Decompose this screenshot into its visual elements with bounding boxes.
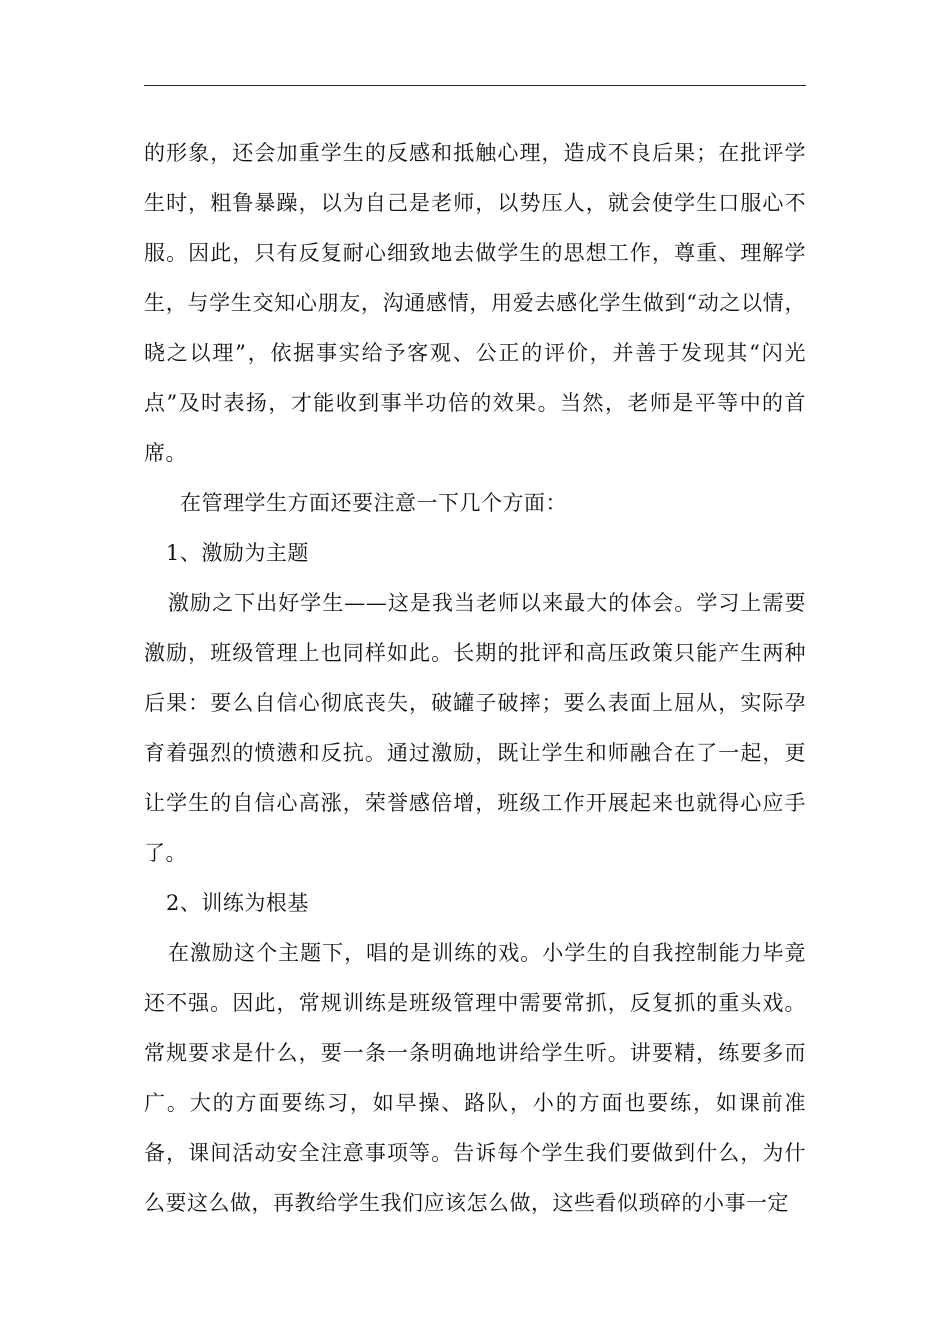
paragraph-continuation: 的形象，还会加重学生的反感和抵触心理，造成不良后果；在批评学生时，粗鲁暴躁，以为自己是老师，以势压人，就会使学生口服心不服。因此，只有反复耐心细致地去做学生的思想工作，尊重、理解学生，与学生交知心朋友，沟通感情，用爱去感化学生做到“动之以情，晓之以理”，依据事实给予客观、公正的评价，并善于发现其“闪光点”及时表扬，才能收到事半功倍的效果。当然，老师是平等中的首席。 — [144, 141, 806, 465]
section-heading-1: 1、激励为主题 — [166, 541, 309, 565]
header-rule — [144, 85, 806, 86]
section-heading-2: 2、训练为根基 — [166, 891, 309, 915]
document-body — [144, 128, 806, 1228]
paragraph-intro: 在管理学生方面还要注意一下几个方面： — [180, 491, 567, 515]
paragraph-section-2: 在激励这个主题下，唱的是训练的戏。小学生的自我控制能力毕竟还不强。因此，常规训练是班级管理中需要常抓，反复抓的重头戏。常规要求是什么，要一条一条明确地讲给学生听。讲要精，练要多而广。大的方面要练习，如早操、路队，小的方面也要练，如课前准备，课间活动安全注意事项等。告诉每个学生我们要做到什么，为什么要这么做，再教给学生我们应该怎么做，这些看似琐碎的小事一定 — [144, 941, 806, 1215]
paragraph-section-1: 激励之下出好学生——这是我当老师以来最大的体会。学习上需要激励，班级管理上也同样如此。长期的批评和高压政策只能产生两种后果：要么自信心彻底丧失，破罐子破摔；要么表面上屈从，实际孕育着强烈的愤懑和反抗。通过激励，既让学生和师融合在了一起，更让学生的自信心高涨，荣誉感倍增，班级工作开展起来也就得心应手了。 — [144, 591, 806, 865]
